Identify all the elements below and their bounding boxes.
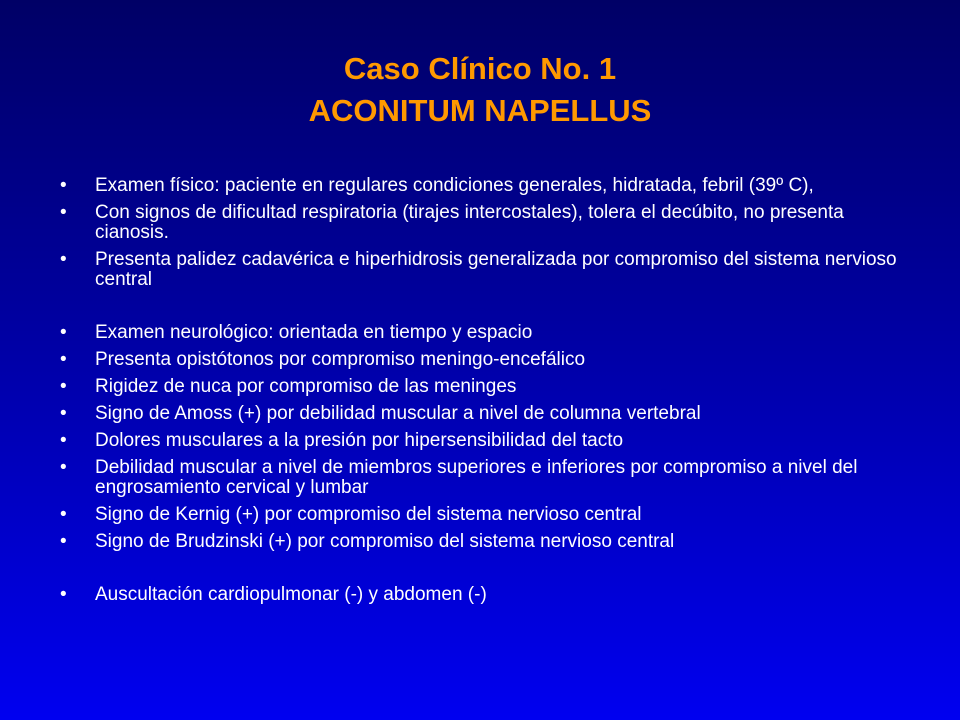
bullet-dot: • [60, 457, 67, 478]
slide-subtitle: ACONITUM NAPELLUS [308, 93, 652, 128]
slide-title: Caso Clínico No. 1 [343, 51, 617, 86]
bullet-text: Presenta palidez cadavérica e hiperhidrosis generalizada por compromiso del sistema nervioso central [95, 249, 897, 290]
bullet-list [60, 176, 900, 612]
bullet-dot: • [60, 322, 67, 343]
bullet-dot: • [60, 349, 67, 370]
bullet-dot: • [60, 430, 67, 451]
bullet-dot: • [60, 504, 67, 525]
spacer [60, 297, 900, 323]
bullet-text: Auscultación cardiopulmonar (-) y abdomen (-) [95, 584, 487, 605]
bullet-text: Signo de Amoss (+) por debilidad muscular a nivel de columna vertebral [95, 403, 701, 424]
bullet-text: Examen neurológico: orientada en tiempo y espacio [95, 322, 533, 343]
bullet-text: Debilidad muscular a nivel de miembros superiores e inferiores por compromiso a nivel del engrosamiento cervical y lumbar [95, 457, 858, 498]
bullet-dot: • [60, 175, 67, 196]
bullet-text: Examen físico: paciente en regulares condiciones generales, hidratada, febril (39º C), [95, 175, 814, 196]
spacer [60, 559, 900, 585]
bullet-text: Presenta opistótonos por compromiso meningo-encefálico [95, 349, 586, 370]
bullet-item [60, 250, 900, 290]
bullet-dot: • [60, 584, 67, 605]
bullet-item [60, 505, 900, 525]
bullet-dot: • [60, 403, 67, 424]
bullet-item [60, 431, 900, 451]
title-block [0, 48, 960, 132]
bullet-dot: • [60, 249, 67, 270]
bullet-item [60, 350, 900, 370]
bullet-item [60, 323, 900, 343]
bullet-dot: • [60, 202, 67, 223]
bullet-text: Signo de Brudzinski (+) por compromiso del sistema nervioso central [95, 531, 675, 552]
bullet-text: Con signos de dificultad respiratoria (tirajes intercostales), tolera el decúbito, no presenta cianosis. [95, 202, 844, 243]
bullet-item [60, 458, 900, 498]
bullet-item [60, 404, 900, 424]
bullet-item [60, 377, 900, 397]
bullet-dot: • [60, 531, 67, 552]
bullet-text: Dolores musculares a la presión por hipersensibilidad del tacto [95, 430, 624, 451]
bullet-item [60, 176, 900, 196]
bullet-item [60, 532, 900, 552]
bullet-item [60, 203, 900, 243]
bullet-dot: • [60, 376, 67, 397]
bullet-text: Rigidez de nuca por compromiso de las meninges [95, 376, 517, 397]
bullet-text: Signo de Kernig (+) por compromiso del sistema nervioso central [95, 504, 642, 525]
bullet-item [60, 585, 900, 605]
